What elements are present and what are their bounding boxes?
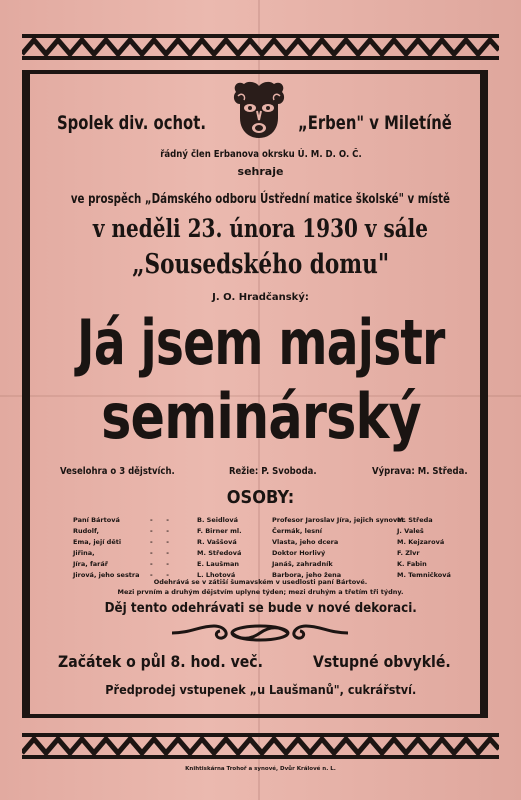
cast-role: Rudolf,	[73, 527, 99, 535]
cast-actor: K. Fabin	[397, 560, 427, 568]
scroll-ornament-icon	[170, 622, 350, 644]
cast-dashes-left: - - - - - - - - - - - -	[150, 516, 169, 579]
cast-roles-left	[73, 515, 140, 581]
cast-role: Profesor Jaroslav Jíra, jejich synovec	[272, 516, 406, 524]
cast-actor: L. Lhotová	[197, 571, 236, 579]
cast-actor: J. Valeš	[397, 527, 424, 535]
director-line: Režie: P. Svoboda.	[229, 466, 317, 477]
setting-line-1: Odehrává se v zátiší šumavském v usedlosti paní Bártové.	[153, 578, 368, 586]
cast-actor: M. Středová	[197, 549, 242, 557]
benefit-line: ve prospěch „Dámského odboru Ústřední matice školské" v místě	[70, 191, 451, 207]
cast-role: Ema, její děti	[73, 538, 122, 546]
cast-role: Barbora, jeho žena	[272, 571, 342, 579]
cast-actor: M. Kejzarová	[397, 538, 445, 546]
cast-role: Paní Bártová	[73, 516, 120, 524]
cast-actor: B. Seidlová	[197, 516, 238, 524]
play-title-line-1: Já jsem majstr	[76, 306, 445, 379]
cast-role: Čermák, lesní	[272, 527, 322, 535]
performs-line: sehraje	[237, 165, 284, 178]
genre-line: Veselohra o 3 dějstvích.	[60, 466, 175, 477]
date-line: v neděli 23. února 1930 v sále	[92, 214, 429, 243]
society-name-right: „Erben" v Miletíně	[298, 112, 452, 134]
start-time: Začátek o půl 8. hod. več.	[58, 652, 264, 671]
admission: Vstupné obvyklé.	[313, 652, 451, 671]
presale-line: Předprodej vstupenek „u Laušmanů", cukrářství.	[105, 682, 416, 697]
play-title-line-2: seminárský	[100, 380, 421, 453]
cast-actor: F. Zlvr	[397, 549, 420, 557]
member-line: řádný člen Erbanova okrsku Ú. M. D. O. Č.	[159, 149, 362, 160]
cast-actors-right	[397, 515, 451, 581]
cast-role: Vlasta, jeho dcera	[272, 538, 339, 546]
setting-line-2: Mezi prvním a druhým dějstvím uplyne týden; mezi druhým a třetím tři týdny.	[117, 588, 404, 596]
cast-role: Janáš, zahradník	[272, 560, 333, 568]
cast-actor: M. Temničková	[397, 571, 451, 579]
cast-actor: F. Birner ml.	[197, 527, 242, 535]
cast-role: Jíra, farář	[73, 560, 108, 568]
cast-actor: R. Vaššová	[197, 538, 237, 546]
bottom-zigzag-border	[22, 733, 499, 759]
cast-roles-right	[272, 515, 405, 581]
author-line: J. O. Hradčanský:	[212, 292, 309, 303]
cast-actors-left	[197, 515, 242, 581]
venue-line: „Sousedského domu"	[132, 249, 389, 280]
decoration-line: Děj tento odehrávati se bude v nové dekoraci.	[104, 601, 417, 616]
printer-imprint: Knihtiskárna Trohoř a synové, Dvůr Králové n. L.	[185, 766, 336, 772]
top-zigzag-border	[22, 34, 499, 60]
cast-role: Jiřina,	[73, 549, 95, 557]
cast-actor: M. Středa	[397, 516, 433, 524]
cast-actor: E. Laušman	[197, 560, 239, 568]
cast-role: Doktor Horlivý	[272, 549, 326, 557]
cast-role: Jirová, jeho sestra	[73, 571, 140, 579]
cast-heading: OSOBY:	[226, 487, 295, 508]
society-name-left: Spolek div. ochot.	[57, 112, 206, 134]
design-line: Výprava: M. Středa.	[372, 466, 468, 477]
